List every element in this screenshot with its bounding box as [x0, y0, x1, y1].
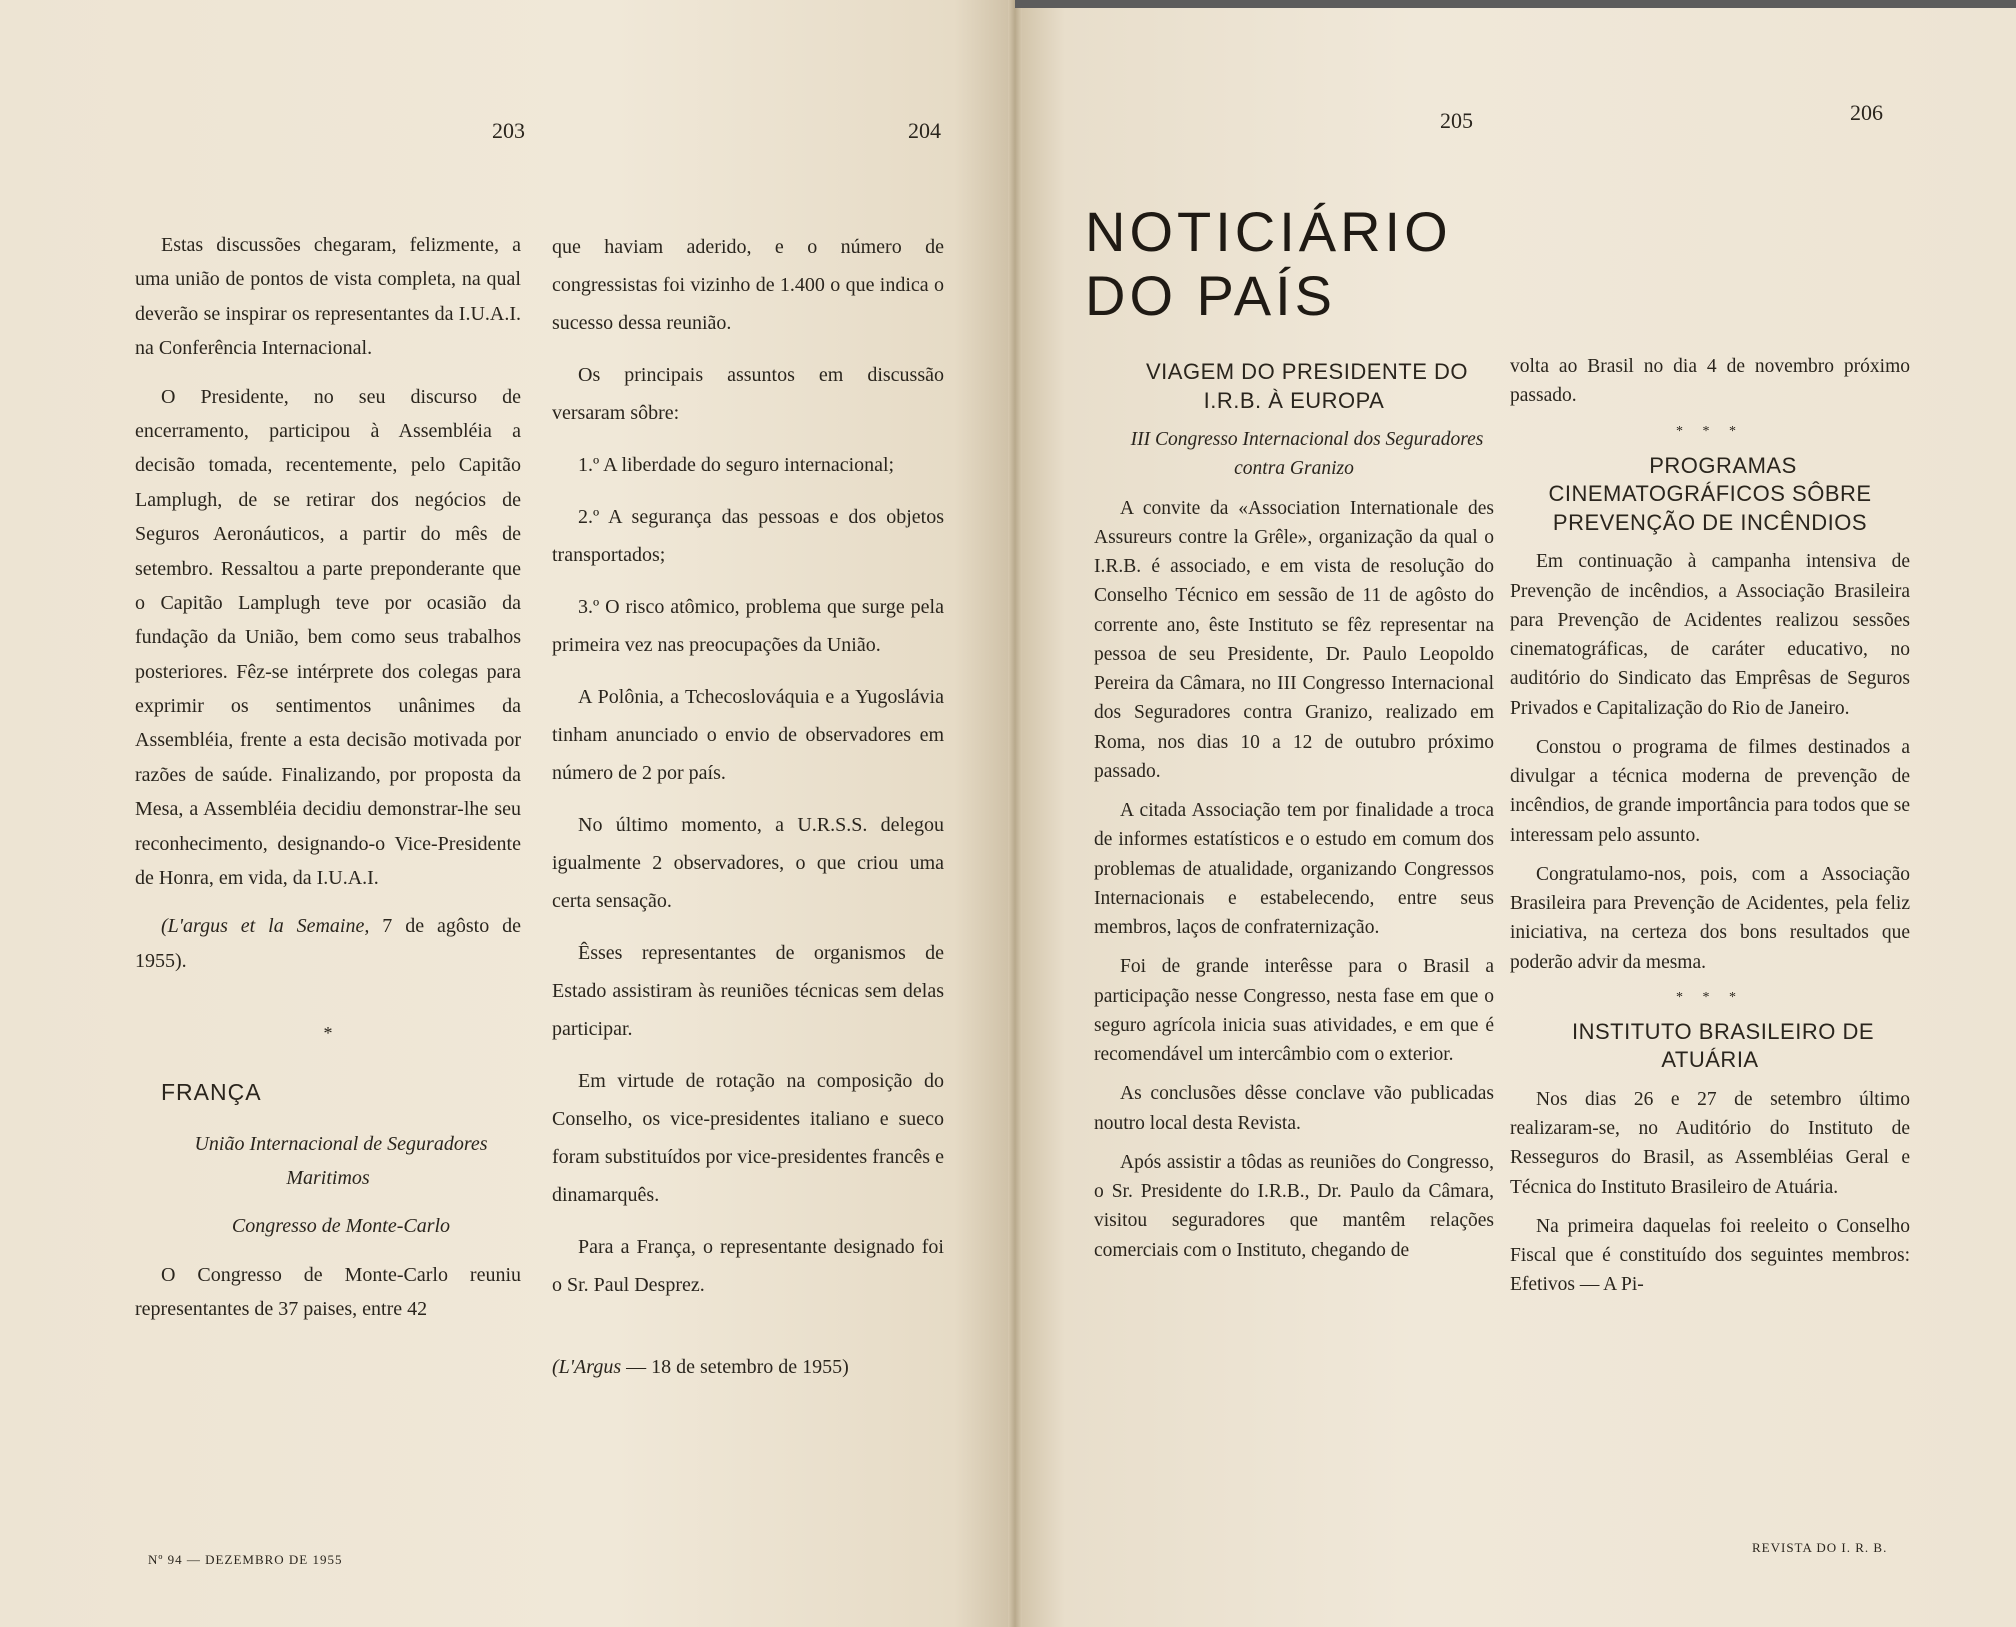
paragraph: A citada Associação tem por finalidade a troca de informes estatísticos e o estudo em comum dos problemas de atualidade, organizando Congressos Internacionais e estabelecendo, entre seus membros, laços de confraternização.	[1094, 800, 1494, 939]
article-subtitle: III Congresso Internacional dos Seguradores contra Granizo	[1130, 429, 1484, 480]
list-item: 3.º O risco atômico, problema que surge pela primeira vez nas preocupações da União.	[552, 596, 944, 656]
page-number-205: 205	[1440, 108, 1473, 133]
paragraph: Em virtude de rotação na composição do Conselho, os vice-presidentes italiano e sueco foram substituídos por vice-presidentes francês e dinamarquês.	[552, 1070, 944, 1206]
paragraph: Estas discussões chegaram, felizmente, a uma união de pontos de vista completa, na qual deverão se inspirar os representantes da I.U.A.I. na Conferência Internacional.	[135, 234, 521, 360]
article-heading: VIAGEM DO PRESIDENTE DO I.R.B. À EUROPA	[1146, 359, 1468, 413]
page-number-204: 204	[908, 118, 941, 143]
page-number-206: 206	[1850, 100, 1883, 125]
paragraph: Nos dias 26 e 27 de setembro último realizaram-se, no Auditório do Instituto de Resseguros do Brasil, as Assembléias Geral e Técnica do Instituto Brasileiro de Atuária.	[1510, 1088, 1910, 1198]
scan-edge	[1015, 0, 2016, 8]
source-reference: (L'argus et la Semaine, 7 de agôsto de 1955).	[135, 915, 521, 972]
paragraph: A convite da «Association Internationale des Assureurs contre la Grêle», organização da qual o I.R.B. é associado, e em vista de resolução do Conselho Técnico em sessão de 11 de agôsto do corrente ano, êste Instituto se fêz representar na pessoa de seu Presidente, Dr. Paulo Leopoldo Pereira da Câmara, no III Congresso Internacional dos Seguradores contra Granizo, realizado em Roma, nos dias 10 a 12 de outubro próximo passado.	[1094, 497, 1494, 782]
article-heading: PROGRAMAS CINEMATOGRÁFICOS SÔBRE PREVENÇÃO DE INCÊNDIOS	[1548, 452, 1872, 535]
paragraph: Após assistir a tôdas as reuniões do Congresso, o Sr. Presidente do I.R.B., Dr. Paulo da Câmara, visitou seguradores que mantêm relações comerciais com o Instituto, chegando de	[1094, 1151, 1494, 1261]
section-subtitle: União Internacional de Seguradores Maritimos	[194, 1132, 488, 1190]
paragraph: As conclusões dêsse conclave vão publicadas noutro local desta Revista.	[1094, 1083, 1494, 1134]
section-divider: * * *	[1676, 989, 1744, 1005]
section-divider: * * *	[1676, 423, 1744, 439]
section-heading: FRANÇA	[161, 1079, 262, 1106]
section-subtitle: Congresso de Monte-Carlo	[231, 1215, 451, 1238]
paragraph: Os principais assuntos em discussão versaram sôbre:	[552, 364, 944, 424]
paragraph: O Presidente, no seu discurso de encerramento, participou à Assembléia a decisão tomada, recentemente, pelo Capitão Lamplugh, de se retirar dos negócios de Seguros Aeronáuticos, a partir do mês de setembro. Ressaltou a parte preponderante que o Capitão Lamplugh teve por ocasião da fundação da União, bem como seus trabalhos posteriores. Fêz-se intérprete dos colegas para exprimir os sentimentos unânimes da Assembléia, frente a esta decisão motivada por razões de saúde. Finalizando, por proposta da Mesa, a Assembléia decidiu demonstrar-lhe seu reconhecimento, designando-o Vice-Presidente de Honra, em vida, da I.U.A.I.	[135, 385, 521, 890]
paragraph: volta ao Brasil no dia 4 de novembro próximo passado.	[1510, 356, 1910, 407]
column-205	[1094, 358, 1494, 1275]
book-gutter	[1008, 0, 1022, 1627]
paragraph: Foi de grande interêsse para o Brasil a participação nesse Congresso, nesta fase em que o seguro agrícola inicia suas atividades, e em que é recomendável um intercâmbio com o exterior.	[1094, 956, 1494, 1066]
column-203	[135, 228, 521, 1341]
paragraph: Em continuação à campanha intensiva de Prevenção de incêndios, a Associação Brasileira para Prevenção de Acidentes realizou sessões cinematográficas, de caráter educativo, no auditório do Sindicato das Emprêsas de Seguros Privados e Capitalização do Rio de Janeiro.	[1510, 551, 1910, 719]
paragraph: Congratulamo-nos, pois, com a Associação Brasileira para Prevenção de Acidentes, pela feliz iniciativa, na certeza dos bons resultados que poderão advir da mesma.	[1510, 863, 1910, 973]
column-206	[1510, 352, 1910, 1310]
paragraph: Êsses representantes de organismos de Estado assistiram às reuniões técnicas sem delas participar.	[552, 942, 944, 1040]
section-title: NOTICIÁRIO DO PAÍS	[1085, 200, 1452, 327]
column-204	[552, 228, 944, 1400]
footer-issue: Nº 94 — DEZEMBRO DE 1955	[148, 1552, 343, 1567]
paragraph: A Polônia, a Tchecoslováquia e a Yugoslávia tinham anunciado o envio de observadores em número de 2 por país.	[552, 686, 944, 784]
article-heading: INSTITUTO BRASILEIRO DE ATUÁRIA	[1571, 1018, 1875, 1073]
paragraph: Para a França, o representante designado foi o Sr. Paul Desprez.	[552, 1236, 944, 1296]
list-item: 1.º A liberdade do seguro internacional;	[578, 454, 895, 476]
paragraph: No último momento, a U.R.S.S. delegou igualmente 2 observadores, o que criou uma certa sensação.	[552, 814, 944, 912]
paragraph: Na primeira daquelas foi reeleito o Conselho Fiscal que é constituído dos seguintes membros: Efetivos — A Pi-	[1510, 1215, 1910, 1296]
paragraph: que haviam aderido, e o número de congressistas foi vizinho de 1.400 o que indica o sucesso dessa reunião.	[552, 236, 944, 334]
page-number-203: 203	[492, 118, 525, 143]
section-divider: *	[323, 1023, 333, 1044]
list-item: 2.º A segurança das pessoas e dos objetos transportados;	[552, 506, 944, 566]
footer-journal: REVISTA DO I. R. B.	[1752, 1540, 1888, 1555]
source-reference: (L'Argus — 18 de setembro de 1955)	[552, 1356, 849, 1378]
paragraph: O Congresso de Monte-Carlo reuniu representantes de 37 paises, entre 42	[135, 1263, 521, 1321]
paragraph: Constou o programa de filmes destinados a divulgar a técnica moderna de prevenção de incêndios, de grande importância para todos que se interessam pelo assunto.	[1510, 736, 1910, 846]
